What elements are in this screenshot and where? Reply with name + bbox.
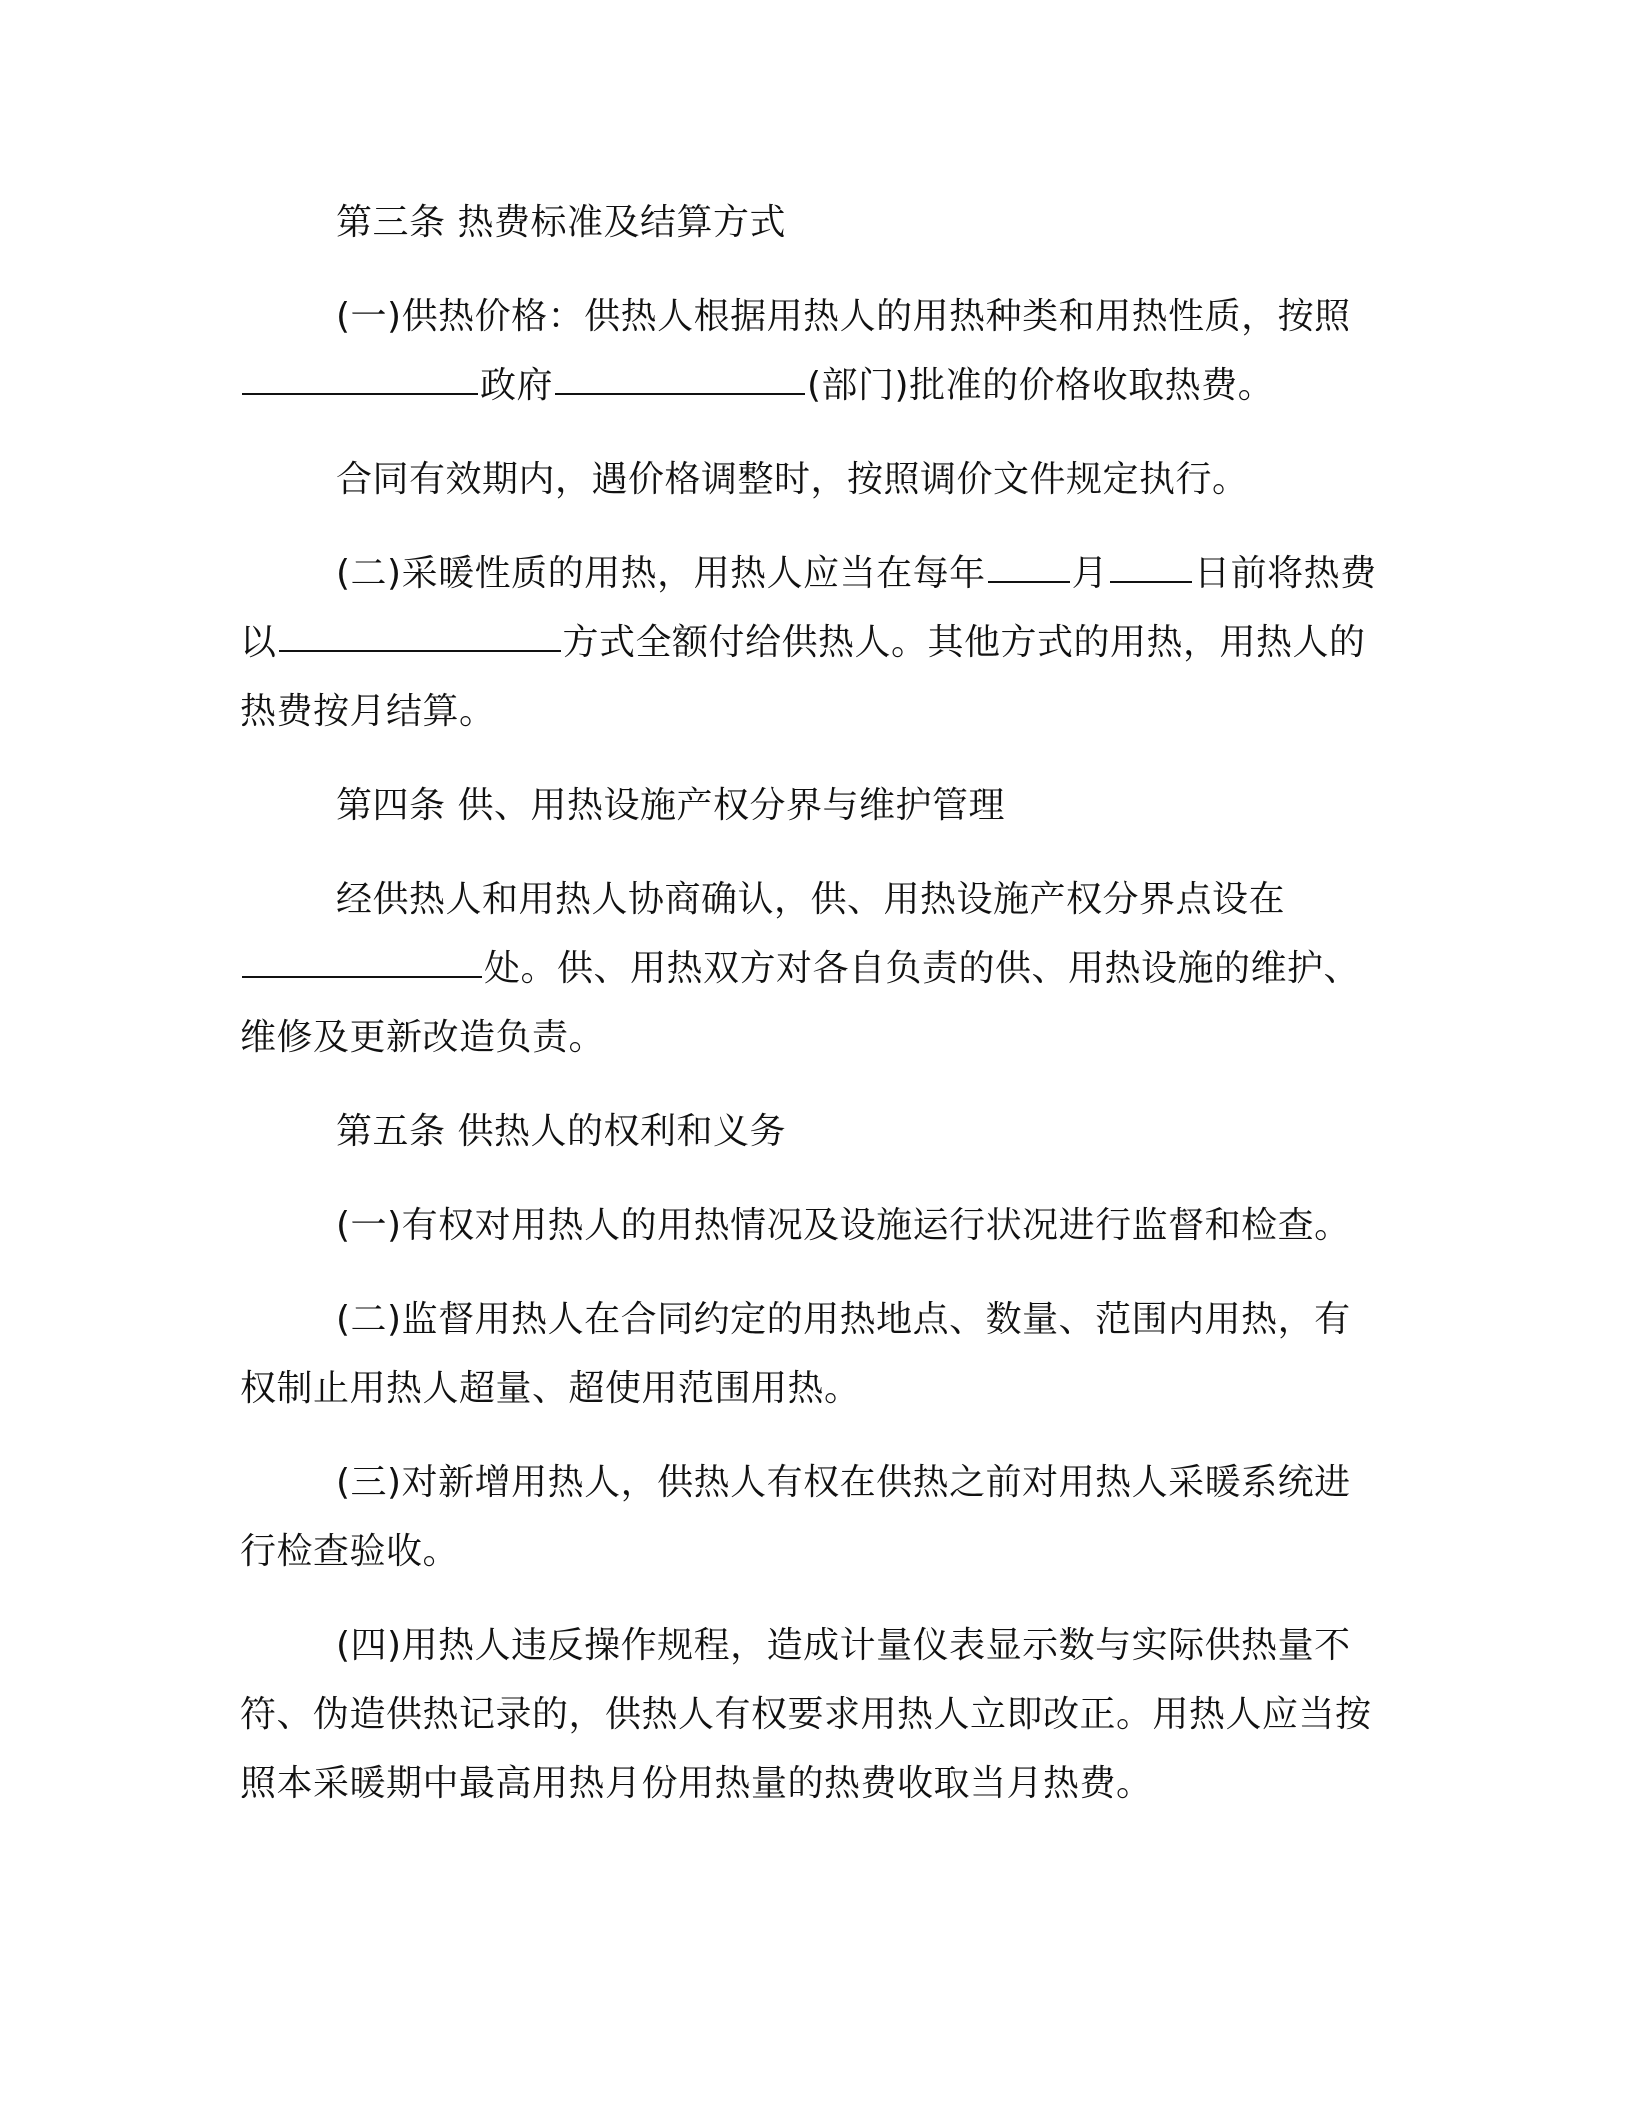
article4-heading: 第四条 供、用热设施产权分界与维护管理 [336,785,1005,826]
article5-paragraph-1: (一)有权对用热人的用热情况及设施运行状况进行监督和检查。 [336,1205,1351,1246]
fill-blank-payment-method[interactable] [279,610,561,652]
article3-paragraph-price: (一)供热价格：供热人根据用热人的用热种类和用热性质，按照政府 (部门)批准的价格收取热费。 [240,282,1380,420]
article4-paragraph-boundary: 经供热人和用热人协商确认，供、用热设施产权分界点设在处。供、用热双方对各自负责的供、用热设施的维护、维修及更新改造负责。 [240,879,1361,1058]
article5-paragraph-3: (三)对新增用热人，供热人有权在供热之前对用热人采暖系统进行检查验收。 [240,1462,1351,1572]
article3-heading: 第三条 热费标准及结算方式 [336,202,786,243]
fill-blank-boundary-point[interactable] [242,936,482,978]
article5-paragraph-2: (二)监督用热人在合同约定的用热地点、数量、范围内用热，有权制止用热人超量、超使用范围用热。 [240,1299,1351,1409]
fill-blank-month[interactable] [988,541,1070,583]
article5-heading: 第五条 供热人的权利和义务 [336,1111,786,1152]
article3-paragraph-payment: (二)采暖性质的用热，用热人应当在每年 月 日前将热费以 方式全额付给供热人。其他方式的用热，用热人的热费按月结算。 [240,539,1380,746]
fill-blank-day[interactable] [1110,541,1192,583]
fill-blank-department[interactable] [555,353,805,395]
article3-paragraph-adjustment: 合同有效期内，遇价格调整时，按照调价文件规定执行。 [336,459,1249,500]
document-body [240,188,1380,1843]
article5-paragraph-4: (四)用热人违反操作规程，造成计量仪表显示数与实际供热量不符、伪造供热记录的，供热人有权要求用热人立即改正。用热人应当按照本采暖期中最高用热月份用热量的热费收取当月热费。 [240,1625,1372,1804]
fill-blank-government[interactable] [242,353,478,395]
